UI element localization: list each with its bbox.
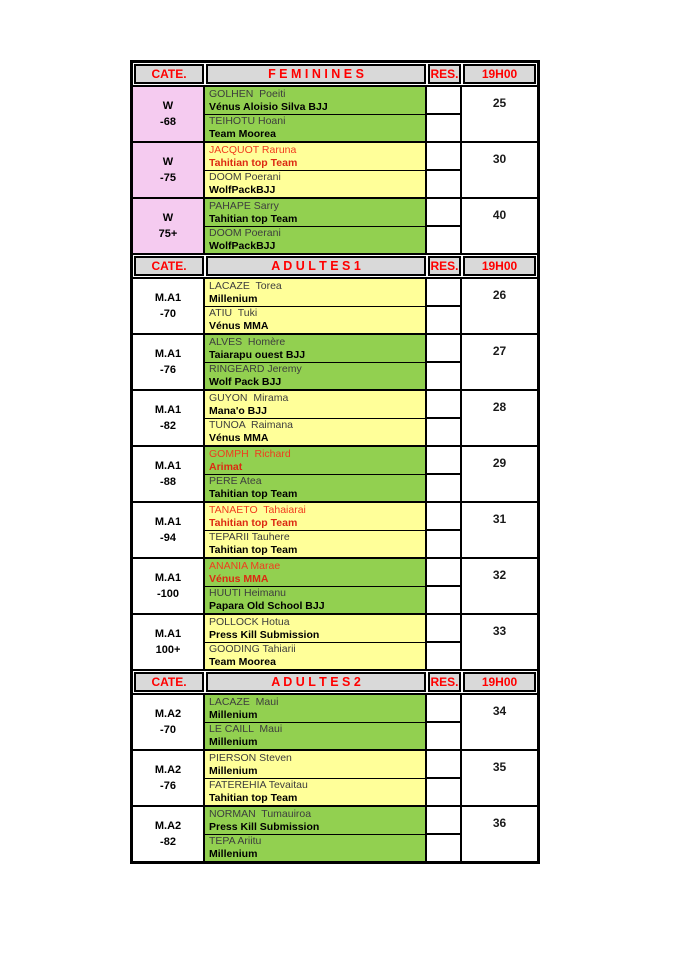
fighters-column	[205, 695, 427, 749]
fighter-cell	[205, 363, 425, 390]
match-block	[133, 391, 537, 447]
fighter-name: TUNOA Raimana	[209, 419, 294, 431]
fighter-cell	[205, 307, 425, 334]
fighter-club: Millenium	[209, 708, 258, 721]
fighter-cell	[205, 695, 425, 723]
fighter-cell	[205, 835, 425, 862]
result-cell	[427, 307, 460, 333]
fighter-club: Millenium	[209, 736, 258, 748]
fighter-club: Millenium	[209, 292, 258, 305]
result-cell	[427, 779, 460, 805]
column-header-cate: CATE.	[134, 672, 204, 692]
fighters-column	[205, 391, 427, 445]
fighter-name: DOOM Poerani	[209, 227, 281, 239]
category-weight: -70	[160, 724, 176, 736]
fighter-name: GUYON Mirama	[209, 391, 289, 404]
fighters-column	[205, 279, 427, 333]
result-column	[427, 695, 462, 749]
fighters-column	[205, 143, 427, 197]
section-header-row	[133, 255, 537, 279]
fighters-column	[205, 615, 427, 669]
result-column	[427, 751, 462, 805]
fighter-name: GOMPH Richard	[209, 447, 291, 460]
match-number: 26	[492, 288, 507, 302]
match-number: 25	[492, 96, 507, 110]
fighter-name: RINGEARD Jeremy	[209, 363, 302, 375]
match-number: 29	[492, 456, 507, 470]
category-cell	[133, 199, 205, 253]
result-column	[427, 559, 462, 613]
match-block	[133, 199, 537, 255]
match-number: 35	[492, 760, 507, 774]
result-cell	[427, 199, 460, 227]
fighter-name: TEPARII Tauhere	[209, 531, 290, 543]
section-header-row	[133, 63, 537, 87]
category-cell	[133, 695, 205, 749]
category-weight: -82	[160, 836, 176, 848]
fighter-cell	[205, 559, 425, 587]
result-cell	[427, 587, 460, 613]
fighter-name: ANANIA Marae	[209, 559, 281, 572]
fighter-name: FATEREHIA Tevaitau	[209, 779, 308, 791]
time-column	[462, 695, 537, 749]
fighter-club: Wolf Pack BJJ	[209, 376, 282, 388]
tournament-table	[130, 60, 540, 864]
fighter-cell	[205, 503, 425, 531]
fighter-club: Tahitian top Team	[209, 488, 298, 500]
category-weight: -76	[160, 364, 176, 376]
fighter-club: Arimat	[209, 460, 243, 473]
result-cell	[427, 531, 460, 557]
fighter-club: Millenium	[209, 764, 258, 777]
fighter-name: TEIHOTU Hoani	[209, 115, 286, 127]
result-column	[427, 87, 462, 141]
time-column	[462, 751, 537, 805]
fighter-cell	[205, 171, 425, 198]
category-cell	[133, 615, 205, 669]
result-column	[427, 807, 462, 861]
fighter-cell	[205, 643, 425, 670]
result-cell	[427, 559, 460, 587]
fighter-cell	[205, 615, 425, 643]
fighter-cell	[205, 531, 425, 558]
result-cell	[427, 363, 460, 389]
fighter-cell	[205, 723, 425, 750]
match-number: 30	[492, 152, 507, 166]
category-cell	[133, 807, 205, 861]
match-block	[133, 143, 537, 199]
time-column	[462, 279, 537, 333]
fighter-cell	[205, 335, 425, 363]
category-code: M.A2	[154, 764, 182, 776]
match-number: 27	[492, 344, 507, 358]
result-column	[427, 335, 462, 389]
fighter-club: WolfPackBJJ	[209, 240, 276, 252]
match-block	[133, 615, 537, 671]
fighter-cell	[205, 87, 425, 115]
fighter-club: Millenium	[209, 848, 258, 860]
category-weight: -68	[160, 116, 176, 128]
result-cell	[427, 475, 460, 501]
fighter-cell	[205, 143, 425, 171]
match-block	[133, 807, 537, 861]
fighter-name: NORMAN Tumauiroa	[209, 807, 312, 820]
result-cell	[427, 643, 460, 669]
result-cell	[427, 171, 460, 197]
category-weight: -76	[160, 780, 176, 792]
category-code: M.A2	[154, 708, 182, 720]
fighter-name: LE CAILL Maui	[209, 723, 283, 735]
result-column	[427, 143, 462, 197]
fighter-name: POLLOCK Hotua	[209, 615, 290, 628]
match-number: 28	[492, 400, 507, 414]
time-column	[462, 503, 537, 557]
match-block	[133, 559, 537, 615]
fighter-name: GOLHEN Poeiti	[209, 87, 286, 100]
fighter-cell	[205, 751, 425, 779]
fighter-club: Papara Old School BJJ	[209, 600, 325, 612]
fighter-cell	[205, 115, 425, 142]
fighter-club: Team Moorea	[209, 128, 276, 140]
result-column	[427, 447, 462, 501]
category-cell	[133, 559, 205, 613]
category-cell	[133, 391, 205, 445]
result-column	[427, 199, 462, 253]
result-cell	[427, 615, 460, 643]
fighter-name: HUUTI Heimanu	[209, 587, 287, 599]
time-column	[462, 143, 537, 197]
fighter-name: GOODING Tahiarii	[209, 643, 296, 655]
fighter-club: Tahitian top Team	[209, 792, 298, 804]
fighter-name: DOOM Poerani	[209, 171, 281, 183]
category-code: M.A1	[154, 404, 182, 416]
category-cell	[133, 335, 205, 389]
match-number: 32	[492, 568, 507, 582]
result-cell	[427, 447, 460, 475]
result-cell	[427, 227, 460, 253]
category-code: W	[162, 156, 174, 168]
category-cell	[133, 279, 205, 333]
fighter-club: WolfPackBJJ	[209, 184, 276, 196]
time-column	[462, 87, 537, 141]
time-column	[462, 615, 537, 669]
fighter-name: ATIU Tuki	[209, 307, 258, 319]
fighter-club: Tahitian top Team	[209, 544, 298, 556]
category-cell	[133, 87, 205, 141]
time-column	[462, 391, 537, 445]
result-cell	[427, 115, 460, 141]
category-code: M.A2	[154, 820, 182, 832]
match-block	[133, 279, 537, 335]
match-block	[133, 503, 537, 559]
time-column	[462, 199, 537, 253]
category-code: M.A1	[154, 292, 182, 304]
category-cell	[133, 503, 205, 557]
result-cell	[427, 835, 460, 861]
result-cell	[427, 807, 460, 835]
category-code: M.A1	[154, 348, 182, 360]
fighter-name: TANAETO Tahaiarai	[209, 503, 306, 516]
fighter-cell	[205, 279, 425, 307]
category-weight: -70	[160, 308, 176, 320]
fighter-name: TEPA Ariitu	[209, 835, 262, 847]
fighter-club: Taiarapu ouest BJJ	[209, 348, 306, 361]
fighters-column	[205, 447, 427, 501]
match-block	[133, 447, 537, 503]
category-code: M.A1	[154, 628, 182, 640]
fighter-cell	[205, 475, 425, 502]
fighters-column	[205, 751, 427, 805]
time-column	[462, 335, 537, 389]
match-block	[133, 751, 537, 807]
match-block	[133, 87, 537, 143]
category-code: M.A1	[154, 572, 182, 584]
fighter-cell	[205, 227, 425, 254]
result-cell	[427, 143, 460, 171]
category-weight: -82	[160, 420, 176, 432]
fighter-name: PIERSON Steven	[209, 751, 292, 764]
category-weight: -75	[160, 172, 176, 184]
category-code: M.A1	[154, 460, 182, 472]
fighter-club: Press Kill Submission	[209, 628, 320, 641]
fighter-cell	[205, 587, 425, 614]
result-cell	[427, 87, 460, 115]
fighter-cell	[205, 447, 425, 475]
result-cell	[427, 279, 460, 307]
fighters-column	[205, 199, 427, 253]
column-header-cate: CATE.	[134, 256, 204, 276]
category-weight: -94	[160, 532, 176, 544]
fighters-column	[205, 807, 427, 861]
column-header-cate: CATE.	[134, 64, 204, 84]
category-code: W	[162, 100, 174, 112]
section-title: A D U L T E S 2	[206, 672, 426, 692]
column-header-res: RES.	[428, 64, 461, 84]
section-header-row	[133, 671, 537, 695]
result-cell	[427, 751, 460, 779]
column-header-time: 19H00	[463, 256, 536, 276]
category-weight: -100	[156, 588, 180, 600]
category-code: M.A1	[154, 516, 182, 528]
result-cell	[427, 419, 460, 445]
fighter-cell	[205, 807, 425, 835]
category-cell	[133, 751, 205, 805]
category-weight: 100+	[155, 644, 181, 656]
fighter-name: JACQUOT Raruna	[209, 143, 297, 156]
time-column	[462, 559, 537, 613]
category-weight: -88	[160, 476, 176, 488]
fighter-name: PERE Atea	[209, 475, 262, 487]
category-cell	[133, 143, 205, 197]
fighters-column	[205, 503, 427, 557]
fighter-cell	[205, 419, 425, 446]
result-column	[427, 279, 462, 333]
fighter-club: Team Moorea	[209, 656, 276, 668]
result-column	[427, 615, 462, 669]
result-cell	[427, 723, 460, 749]
fighter-club: Vénus MMA	[209, 320, 269, 332]
result-cell	[427, 503, 460, 531]
match-number: 40	[492, 208, 507, 222]
match-number: 31	[492, 512, 507, 526]
column-header-res: RES.	[428, 672, 461, 692]
category-cell	[133, 447, 205, 501]
result-cell	[427, 695, 460, 723]
fighters-column	[205, 87, 427, 141]
section-title: A D U L T E S 1	[206, 256, 426, 276]
result-column	[427, 391, 462, 445]
match-block	[133, 695, 537, 751]
match-block	[133, 335, 537, 391]
column-header-time: 19H00	[463, 672, 536, 692]
time-column	[462, 807, 537, 861]
fighter-name: PAHAPE Sarry	[209, 199, 279, 212]
fighter-club: Vénus MMA	[209, 572, 269, 585]
fighter-club: Tahitian top Team	[209, 212, 298, 225]
match-number: 34	[492, 704, 507, 718]
result-cell	[427, 391, 460, 419]
fighter-cell	[205, 779, 425, 806]
fighters-column	[205, 559, 427, 613]
fighter-cell	[205, 391, 425, 419]
match-number: 36	[492, 816, 507, 830]
category-code: W	[162, 212, 174, 224]
fighter-club: Vénus Aloisio Silva BJJ	[209, 100, 328, 113]
column-header-time: 19H00	[463, 64, 536, 84]
result-column	[427, 503, 462, 557]
match-number: 33	[492, 624, 507, 638]
fighter-club: Mana'o BJJ	[209, 404, 267, 417]
column-header-res: RES.	[428, 256, 461, 276]
section-title: F E M I N I N E S	[206, 64, 426, 84]
fighters-column	[205, 335, 427, 389]
fighter-club: Tahitian top Team	[209, 156, 298, 169]
fighter-name: ALVES Homère	[209, 335, 286, 348]
fighter-club: Tahitian top Team	[209, 516, 298, 529]
fighter-cell	[205, 199, 425, 227]
time-column	[462, 447, 537, 501]
fighter-club: Press Kill Submission	[209, 820, 320, 833]
result-cell	[427, 335, 460, 363]
fighter-name: LACAZE Torea	[209, 279, 282, 292]
category-weight: 75+	[158, 228, 178, 240]
fighter-club: Vénus MMA	[209, 432, 269, 444]
fighter-name: LACAZE Maui	[209, 695, 279, 708]
